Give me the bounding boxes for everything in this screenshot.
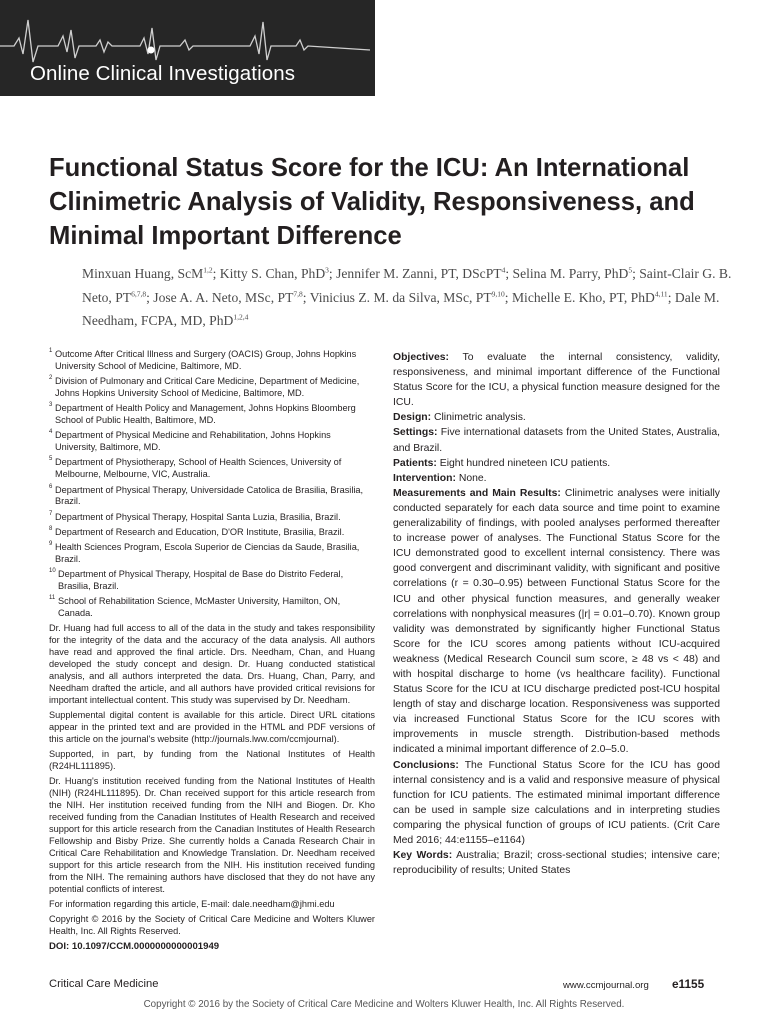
- affiliation-item: [49, 512, 375, 524]
- abstract-section: [393, 471, 720, 486]
- author-separator: ;: [504, 289, 512, 305]
- author-separator: ;: [667, 289, 675, 305]
- affiliation-number: 11: [49, 595, 56, 602]
- affiliation-number: 5: [49, 456, 53, 463]
- abstract-section: [393, 425, 720, 455]
- affiliation-item: [49, 403, 375, 427]
- section-title: Online Clinical Investigations: [30, 62, 296, 85]
- author-separator: ;: [146, 289, 154, 305]
- abstract-section-text: Australia; Brazil; cross-sectional studies; intensive care; reproducibility of results; United States: [393, 850, 720, 877]
- abstract: [393, 350, 720, 878]
- author-affiliation-ref: 1,2: [203, 265, 213, 275]
- affiliation-item: [49, 457, 375, 481]
- abstract-section-label: Key Words:: [393, 850, 453, 862]
- affiliation-item: [49, 569, 375, 593]
- affiliation-text: Department of Physical Therapy, Hospital Santa Luzia, Brasilia, Brazil.: [55, 511, 341, 522]
- contact-note: For information regarding this article, E-mail: dale.needham@jhmi.edu: [49, 898, 335, 909]
- affiliation-item: [49, 542, 375, 566]
- author-separator: ;: [302, 289, 310, 305]
- author-separator: ;: [212, 266, 220, 281]
- affiliation-number: 6: [49, 483, 53, 490]
- affiliation-number: 2: [49, 375, 53, 382]
- affiliation-number: 9: [49, 541, 53, 548]
- abstract-section: [393, 758, 720, 849]
- author-affiliation-ref: 5: [628, 265, 633, 275]
- abstract-section-text: None.: [455, 472, 487, 484]
- abstract-section: [393, 456, 720, 471]
- article-title: Functional Status Score for the ICU: An International Clinimetric Analysis of Validity, Responsiveness, and Minimal Important Difference: [49, 154, 695, 250]
- author-affiliation-ref: 3: [325, 265, 329, 275]
- footer-journal-url[interactable]: www.ccmjournal.org: [563, 980, 649, 991]
- affiliation-number: 1: [49, 348, 53, 354]
- author: [512, 290, 675, 305]
- author-affiliation-ref: 4: [501, 265, 506, 275]
- abstract-section-text: Five international datasets from the United States, Australia, and Brazil.: [393, 427, 720, 454]
- affiliation-item: [49, 485, 375, 509]
- affiliation-item: [49, 349, 375, 373]
- author-name: Saint-Clair G. B. Neto, PT: [82, 266, 732, 305]
- footer-journal-name: Critical Care Medicine: [49, 978, 159, 990]
- abstract-section-label: Settings:: [393, 427, 438, 439]
- affiliation-number: 3: [49, 402, 53, 409]
- disclosures-note: Dr. Huang's institution received funding from the National Institutes of Health (NIH) (R24HL111895). Dr. Chan received support for this article research from the NIH. Her institution received funding from the NIH and Biogen. Dr. Kho received funding from the Canadian Institutes of Health Research and received support for this article research from the Canadian Institutes of Health Research Fellowship and Bisby Prize. She currently holds a Canada Research Chair in Critical Care Rehabilitation and Knowledge Translation. Dr. Needham received support for this article research from the NIH. His institution received funding from the NIH. The remaining authors have disclosed that they do not have any potential conflicts of interest.: [49, 776, 375, 894]
- supplemental-content-note: Supplemental digital content is available for this article. Direct URL citations appear in the printed text and are provided in the HTML and PDF versions of this article on the journal's website (http://journals.lww.com/ccmjournal).: [49, 710, 375, 744]
- copyright-note: Copyright © 2016 by the Society of Critical Care Medicine and Wolters Kluwer Health, Inc. All Rights Reserved.: [49, 914, 375, 937]
- author: [153, 290, 309, 305]
- footer-copyright: Copyright © 2016 by the Society of Critical Care Medicine and Wolters Kluwer Health, Inc. All Rights Reserved.: [143, 999, 625, 1010]
- front-matter-notes: [49, 349, 375, 953]
- author-name: Jennifer M. Zanni, PT, DScPT: [336, 266, 502, 281]
- author-affiliation-ref: 9,10: [491, 288, 505, 298]
- affiliation-text: Health Sciences Program, Escola Superior de Ciencias da Saude, Brasilia, Brazil.: [55, 542, 360, 564]
- affiliation-text: Department of Research and Education, D'OR Institute, Brasilia, Brazil.: [55, 526, 345, 537]
- affiliation-list: [49, 349, 375, 620]
- author-name: Dale M. Needham, FCPA, MD, PhD: [82, 289, 720, 328]
- abstract-section: [393, 486, 720, 758]
- author-name: Minxuan Huang, ScM: [82, 266, 204, 281]
- affiliation-item: [49, 376, 375, 400]
- abstract-section-label: Objectives:: [393, 352, 450, 363]
- author-affiliation-ref: 6,7,8: [131, 288, 147, 298]
- affiliation-text: Division of Pulmonary and Critical Care Medicine, Department of Medicine, Johns Hopkins University School of Medicine, Baltimore, MD.: [55, 376, 360, 399]
- abstract-section-label: Measurements and Main Results:: [393, 487, 561, 499]
- author: [82, 266, 220, 281]
- abstract-section-label: Conclusions:: [393, 759, 459, 771]
- author-contributions-note: Dr. Huang had full access to all of the data in the study and takes responsibility for the integrity of the data and the accuracy of the data analysis. All authors have read and approved the final article. Drs. Needham, Chan, and Huang developed the study concept and design. Dr. Huang conducted statistical analysis, and all authors interpreted the data. Drs. Huang, Chan, Parry, and Needham drafted the article, and all authors have provided critical revisions for important intellectual content. This study was supervised by Dr. Needham.: [49, 623, 375, 705]
- author: [336, 266, 512, 281]
- abstract-section: [393, 410, 720, 425]
- abstract-section-text: Clinimetric analyses were initially conducted separately for each data source and time point to examine generalizability of findings, with pooled analyses performed thereafter to increase power of analyses. The Functional Status Score for the ICU demonstrated good to excellent internal consistency. There was good convergent and discriminant validity, with significant and positive correlations (r = 0.30–0.95) between Functional Status Score for the ICU and other physical function measures, and generally weaker correlations with nonphysical measures (|r| = 0.01–0.70). Known group validity was demonstrated by significantly higher Functional Status Score for the ICU scores among patients without ICU-acquired weakness (Medical Research Council sum score, ≥ 48 vs < 48) and with hospital discharge to home (vs healthcare facility). Functional Status Score for the ICU at ICU discharge predicted post-ICU hospital length of stay and discharge location. Responsiveness was supported via increased Functional Status Score for the ICU scores with improvements in muscle strength. Distribution-based methods indicated a minimal important difference of 2.0–5.0.: [393, 487, 720, 756]
- abstract-section-text: Eight hundred nineteen ICU patients.: [436, 457, 611, 469]
- affiliation-item: [49, 596, 375, 620]
- abstract-section-text: The Functional Status Score for the ICU has good internal consistency and is a valid and responsive measure of physical function for ICU patients. The estimated minimal important difference can be used in sample size calculations and in interpreting studies comparing the physical function of groups of ICU patients. (Crit Care Med 2016; 44:e1155–e1164): [393, 759, 720, 846]
- author-separator: ;: [328, 266, 337, 281]
- author-name: Vinicius Z. M. da Silva, MSc, PT: [309, 289, 492, 305]
- affiliation-text: Department of Physical Therapy, Universidade Catolica de Brasilia, Brasilia, Brazil.: [55, 484, 364, 507]
- author-separator: ;: [505, 266, 513, 281]
- abstract-section-label: Intervention:: [393, 472, 456, 484]
- author: [220, 266, 336, 281]
- affiliation-text: Department of Physical Medicine and Rehabilitation, Johns Hopkins University, Baltimore, MD.: [55, 430, 331, 453]
- funding-note: Supported, in part, by funding from the National Institutes of Health (R24HL111895).: [49, 749, 375, 772]
- abstract-section-label: Design:: [393, 412, 432, 424]
- affiliation-text: Department of Physical Therapy, Hospital de Base do Distrito Federal, Brasilia, Brazil.: [58, 569, 344, 592]
- author-affiliation-ref: 1,2,4: [233, 312, 249, 322]
- affiliation-text: Outcome After Critical Illness and Surgery (OACIS) Group, Johns Hopkins University School of Medicine, Baltimore, MD.: [55, 349, 357, 371]
- author-separator: ;: [632, 266, 640, 281]
- affiliation-number: 4: [49, 429, 53, 436]
- affiliation-item: [49, 527, 375, 539]
- footer-page-number: e1155: [672, 977, 705, 991]
- abstract-section: [393, 350, 720, 410]
- author-name: Selina M. Parry, PhD: [512, 266, 629, 281]
- author: [310, 290, 512, 305]
- author-name: Michelle E. Kho, PT, PhD: [511, 289, 655, 305]
- author: [513, 266, 640, 281]
- author-list: [82, 262, 732, 333]
- affiliation-text: Department of Physiotherapy, School of Health Sciences, University of Melbourne, Melbourne, VIC, Australia.: [55, 457, 342, 480]
- abstract-section-text: To evaluate the internal consistency, validity, responsiveness, and minimal important difference of the Functional Status Score for the ICU, a physical function measure designed for the ICU.: [393, 352, 720, 409]
- affiliation-item: [49, 430, 375, 454]
- abstract-section-label: Patients:: [393, 457, 437, 469]
- affiliation-number: 10: [49, 568, 56, 575]
- section-banner: [0, 0, 375, 96]
- affiliation-text: Department of Health Policy and Management, Johns Hopkins Bloomberg School of Public Health, Baltimore, MD.: [55, 403, 356, 426]
- author-name: Jose A. A. Neto, MSc, PT: [153, 289, 294, 305]
- author-name: Kitty S. Chan, PhD: [219, 266, 326, 281]
- abstract-section-text: Clinimetric analysis.: [431, 412, 526, 424]
- author-affiliation-ref: 7,8: [293, 288, 303, 298]
- abstract-section: [393, 848, 720, 878]
- affiliation-text: School of Rehabilitation Science, McMaster University, Hamilton, ON, Canada.: [58, 596, 341, 619]
- affiliation-number: 8: [49, 525, 53, 532]
- author-affiliation-ref: 4,11: [654, 288, 668, 298]
- affiliation-number: 7: [49, 510, 53, 517]
- doi-link[interactable]: DOI: 10.1097/CCM.0000000000001949: [49, 941, 220, 953]
